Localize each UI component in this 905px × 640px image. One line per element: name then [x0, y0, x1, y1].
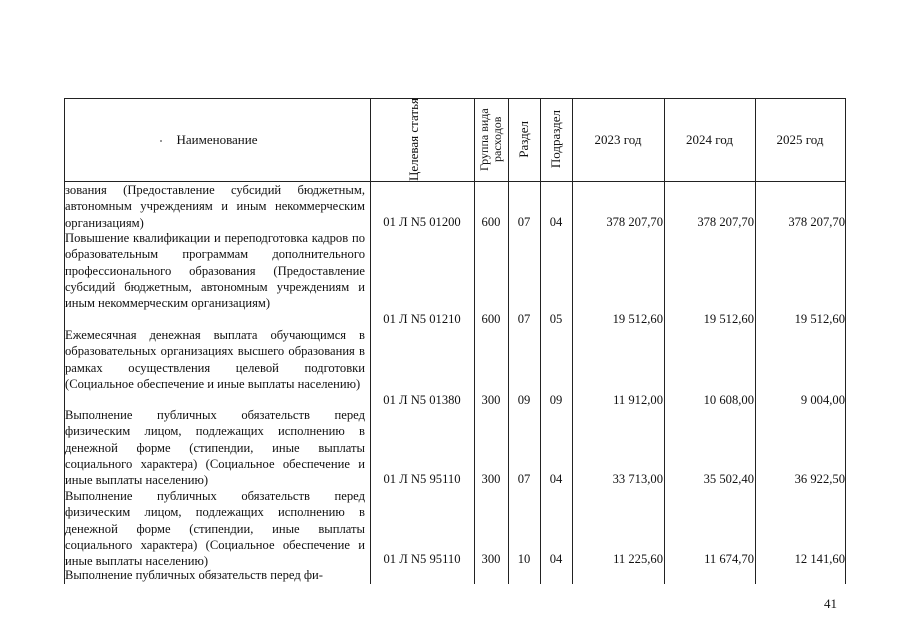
- budget-table: [64, 98, 846, 584]
- row-section: 09: [517, 393, 531, 407]
- row-value-2024: 378 207,70: [697, 215, 754, 229]
- header-2024: [664, 98, 755, 181]
- row-value-2023: 11 912,00: [613, 393, 663, 407]
- row-value-2023: 11 225,60: [613, 552, 663, 566]
- page-number: 41: [824, 596, 837, 611]
- row-group: 300: [481, 552, 501, 566]
- header-group-text: Группа вида расходов: [477, 108, 504, 171]
- row-section: 07: [517, 472, 531, 486]
- row-subsection: 04: [549, 215, 563, 229]
- header-2023: [572, 98, 664, 181]
- row-subsection: 04: [549, 552, 563, 566]
- row-group: 600: [481, 312, 501, 326]
- header-group: [474, 98, 508, 181]
- row-name: Выполнение публичных обязательств перед физическим лицом, подлежащих исполнению в денежной форме (стипендии, иные выплаты социального характера) (Социальное обеспечение и иные выплаты населению): [65, 489, 365, 569]
- header-subsection: [540, 98, 572, 181]
- header-2023-text: 2023 год: [594, 131, 642, 147]
- row-value-2025: 9 004,00: [800, 393, 845, 407]
- header-section-text: Раздел: [516, 121, 531, 158]
- row-section: 07: [517, 215, 531, 229]
- row-code: 01 Л N5 95110: [383, 472, 461, 486]
- row-value-2025: 378 207,70: [788, 215, 845, 229]
- row-value-2023: 19 512,60: [612, 312, 663, 326]
- header-target-text: Целевая статья: [406, 97, 421, 181]
- row-subsection: 05: [549, 312, 563, 326]
- row-code: 01 Л N5 01210: [383, 312, 461, 326]
- row-name: Повышение квалификации и переподготовка кадров по образовательным программам дополнительного профессионального образования (Предоставление субсидий бюджетным, автономным учреждениям и иным некоммерческим организациям): [65, 231, 365, 311]
- header-target: [370, 98, 474, 181]
- row-name: Выполнение публичных обязательств перед фи-: [65, 568, 323, 582]
- row-section: 10: [517, 552, 531, 566]
- row-value-2024: 10 608,00: [703, 393, 754, 407]
- col-border: [845, 98, 846, 584]
- row-code: 01 Л N5 01380: [383, 393, 461, 407]
- header-name: [64, 98, 370, 181]
- row-group: 300: [481, 393, 501, 407]
- row-value-2025: 12 141,60: [794, 552, 845, 566]
- row-subsection: 04: [549, 472, 563, 486]
- row-value-2023: 33 713,00: [612, 472, 663, 486]
- row-code: 01 Л N5 01200: [383, 215, 461, 229]
- row-name: зования (Предоставление субсидий бюджетным, автономным учреждениям и иным некоммерческим организациям): [65, 183, 365, 230]
- row-value-2024: 35 502,40: [703, 472, 754, 486]
- row-subsection: 09: [549, 393, 563, 407]
- row-group: 600: [481, 215, 501, 229]
- header-2025-text: 2025 год: [776, 131, 824, 147]
- row-group: 300: [481, 472, 501, 486]
- row-name: Ежемесячная денежная выплата обучающимся в образовательных организациях высшего образования в рамках осуществления целевой подготовки (Социальное обеспечение и иные выплаты населению): [65, 328, 365, 391]
- header-subsection-text: Подраздел: [548, 110, 563, 169]
- row-value-2024: 11 674,70: [704, 552, 754, 566]
- header-2024-text: 2024 год: [686, 131, 733, 147]
- header-2025: [755, 98, 845, 181]
- row-value-2025: 36 922,50: [794, 472, 845, 486]
- row-name: Выполнение публичных обязательств перед физическим лицом, подлежащих исполнению в денежной форме (стипендии, иные выплаты социального характера) (Социальное обеспечение и иные выплаты населению): [65, 408, 365, 488]
- header-name-text: Наименование: [176, 131, 258, 147]
- row-value-2023: 378 207,70: [606, 215, 663, 229]
- header-section: [508, 98, 540, 181]
- row-code: 01 Л N5 95110: [383, 552, 461, 566]
- row-value-2024: 19 512,60: [703, 312, 754, 326]
- row-value-2025: 19 512,60: [794, 312, 845, 326]
- row-section: 07: [517, 312, 531, 326]
